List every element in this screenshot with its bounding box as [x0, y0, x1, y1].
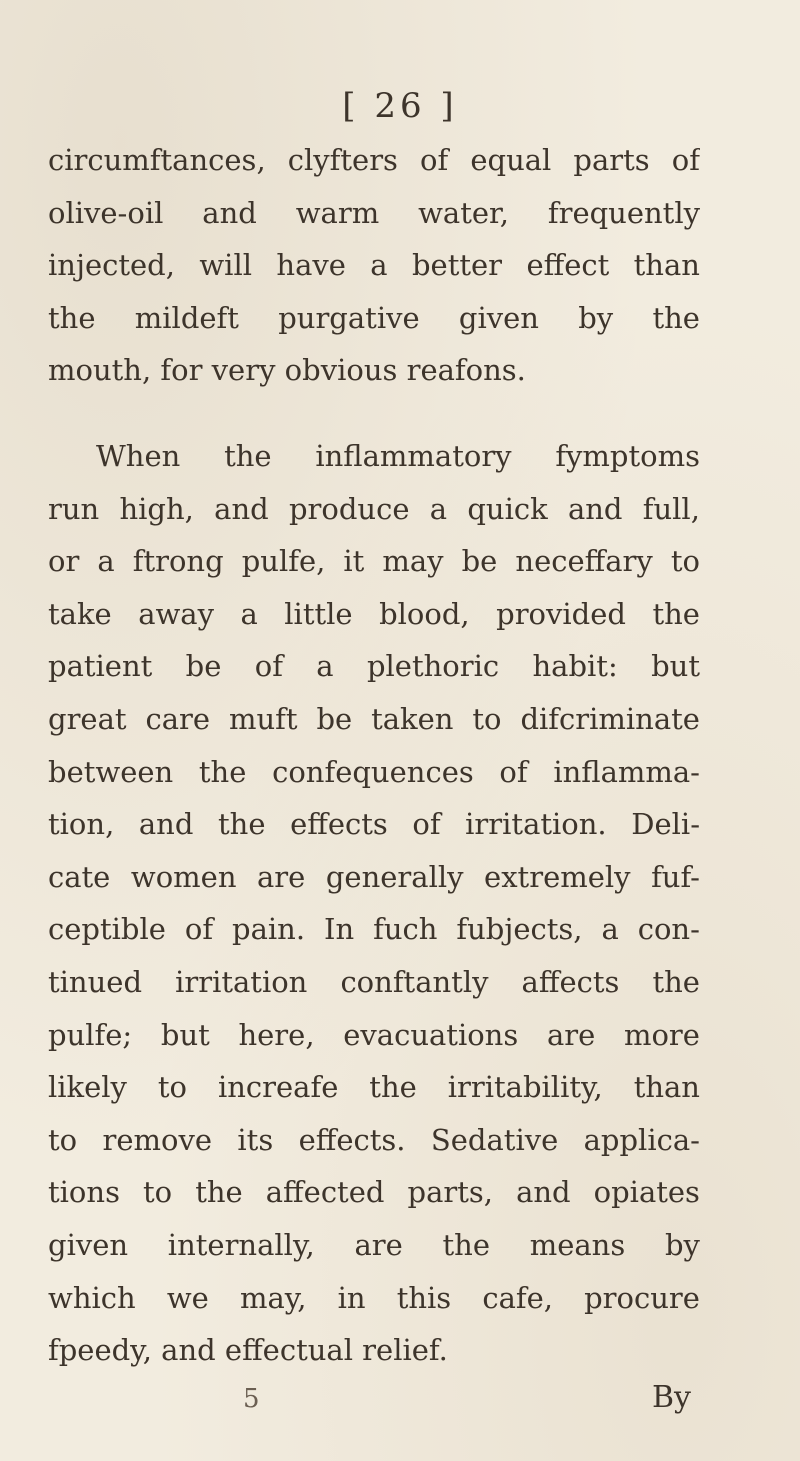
text-line: cate women are generally extremely fuf-	[48, 859, 700, 894]
signature-mark: 5	[243, 1384, 260, 1414]
text-line: patient be of a plethoric habit: but	[48, 649, 700, 684]
page-number-header: [ 26 ]	[342, 86, 458, 126]
text-line: to remove its effects. Sedative applica-	[48, 1122, 700, 1157]
text-line: ceptible of pain. In fuch fubjects, a con-	[48, 912, 700, 947]
text-line: tion, and the effects of irritation. Deli-	[48, 807, 700, 842]
text-line: take away a little blood, provided the	[48, 596, 700, 631]
text-line: olive-oil and warm water, frequently	[48, 195, 700, 230]
text-line: likely to increafe the irritability, than	[48, 1070, 700, 1105]
text-line: the mildeft purgative given by the	[48, 300, 700, 335]
text-line: injected, will have a better effect than	[48, 248, 700, 282]
text-line: run high, and produce a quick and full,	[48, 491, 700, 526]
catchword: By	[652, 1380, 691, 1415]
text-line: given internally, are the means by	[48, 1228, 700, 1262]
text-line: circumftances, clyfters of equal parts of	[48, 143, 700, 177]
text-line: tinued irritation conftantly affects the	[48, 965, 700, 999]
text-line: tions to the affected parts, and opiates	[48, 1175, 700, 1210]
text-line: When the inflammatory fymptoms	[96, 439, 700, 473]
text-line: pulfe; but here, evacuations are more	[48, 1017, 700, 1052]
text-line: great care muft be taken to difcriminate	[48, 702, 700, 736]
text-line: between the confequences of inflamma-	[48, 754, 700, 789]
text-line: which we may, in this cafe, procure	[48, 1280, 700, 1315]
text-line: mouth, for very obvious reafons.	[48, 353, 526, 387]
text-line: fpeedy, and effectual relief.	[48, 1333, 448, 1368]
text-line: or a ftrong pulfe, it may be neceffary to	[48, 544, 700, 579]
